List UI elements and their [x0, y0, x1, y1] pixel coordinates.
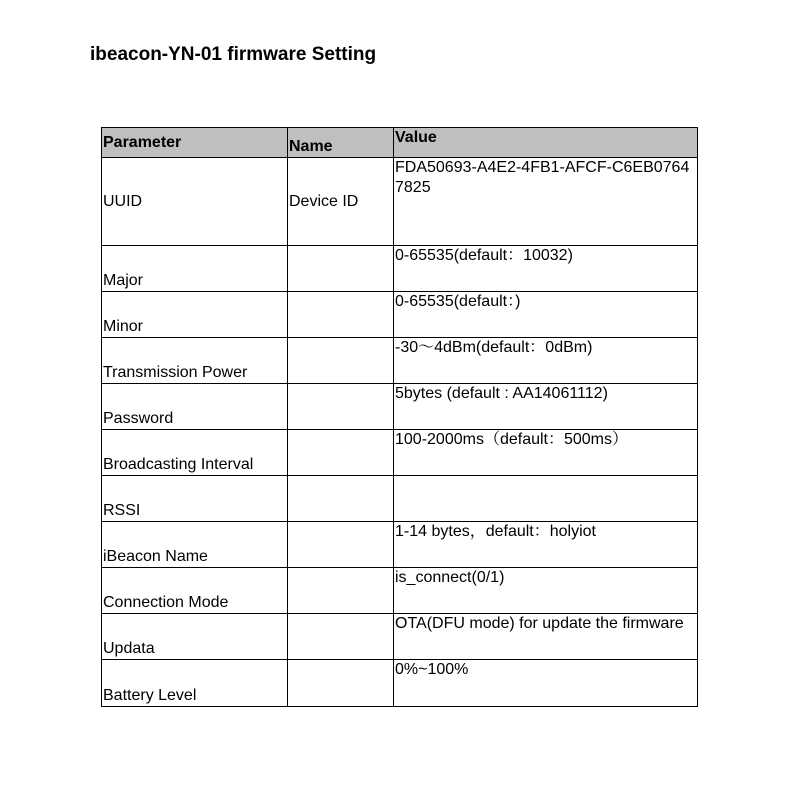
cell-parameter: Transmission Power — [102, 338, 288, 384]
cell-parameter: UUID — [102, 158, 288, 246]
cell-parameter: Updata — [102, 614, 288, 660]
cell-name — [288, 246, 394, 292]
table-row — [102, 568, 698, 614]
cell-value: 0-65535(default：) — [394, 292, 698, 338]
cell-value: 100-2000ms（default：500ms） — [394, 430, 698, 476]
cell-parameter: Minor — [102, 292, 288, 338]
cell-parameter: iBeacon Name — [102, 522, 288, 568]
cell-name — [288, 660, 394, 707]
header-parameter: Parameter — [102, 128, 288, 158]
cell-parameter: Connection Mode — [102, 568, 288, 614]
cell-parameter: Major — [102, 246, 288, 292]
cell-name — [288, 476, 394, 522]
table-row — [102, 292, 698, 338]
cell-parameter: Broadcasting Interval — [102, 430, 288, 476]
cell-value: FDA50693-A4E2-4FB1-AFCF-C6EB07647825 — [394, 158, 698, 246]
table-row — [102, 430, 698, 476]
cell-name — [288, 338, 394, 384]
cell-name — [288, 614, 394, 660]
cell-parameter: RSSI — [102, 476, 288, 522]
table-row — [102, 158, 698, 246]
cell-value: 1-14 bytes，default：holyiot — [394, 522, 698, 568]
cell-name — [288, 430, 394, 476]
cell-value — [394, 476, 698, 522]
table-row — [102, 338, 698, 384]
table-row — [102, 522, 698, 568]
cell-name — [288, 568, 394, 614]
document-title: ibeacon-YN-01 firmware Setting — [90, 44, 377, 65]
cell-name — [288, 384, 394, 430]
header-name: Name — [288, 128, 394, 158]
header-value: Value — [394, 128, 698, 158]
table-row — [102, 246, 698, 292]
cell-value: 0%~100% — [394, 660, 698, 707]
cell-parameter: Battery Level — [102, 660, 288, 707]
cell-name: Device ID — [288, 158, 394, 246]
firmware-settings-table — [101, 127, 698, 707]
cell-name — [288, 292, 394, 338]
cell-name — [288, 522, 394, 568]
table-header-row — [102, 128, 698, 158]
cell-value: is_connect(0/1) — [394, 568, 698, 614]
cell-value: 5bytes (default : AA14061112) — [394, 384, 698, 430]
cell-parameter: Password — [102, 384, 288, 430]
cell-value: -30～4dBm(default：0dBm) — [394, 338, 698, 384]
table-row — [102, 384, 698, 430]
table-row — [102, 660, 698, 707]
cell-value: OTA(DFU mode) for update the firmware — [394, 614, 698, 660]
cell-value: 0-65535(default：10032) — [394, 246, 698, 292]
table-row — [102, 476, 698, 522]
table-row — [102, 614, 698, 660]
